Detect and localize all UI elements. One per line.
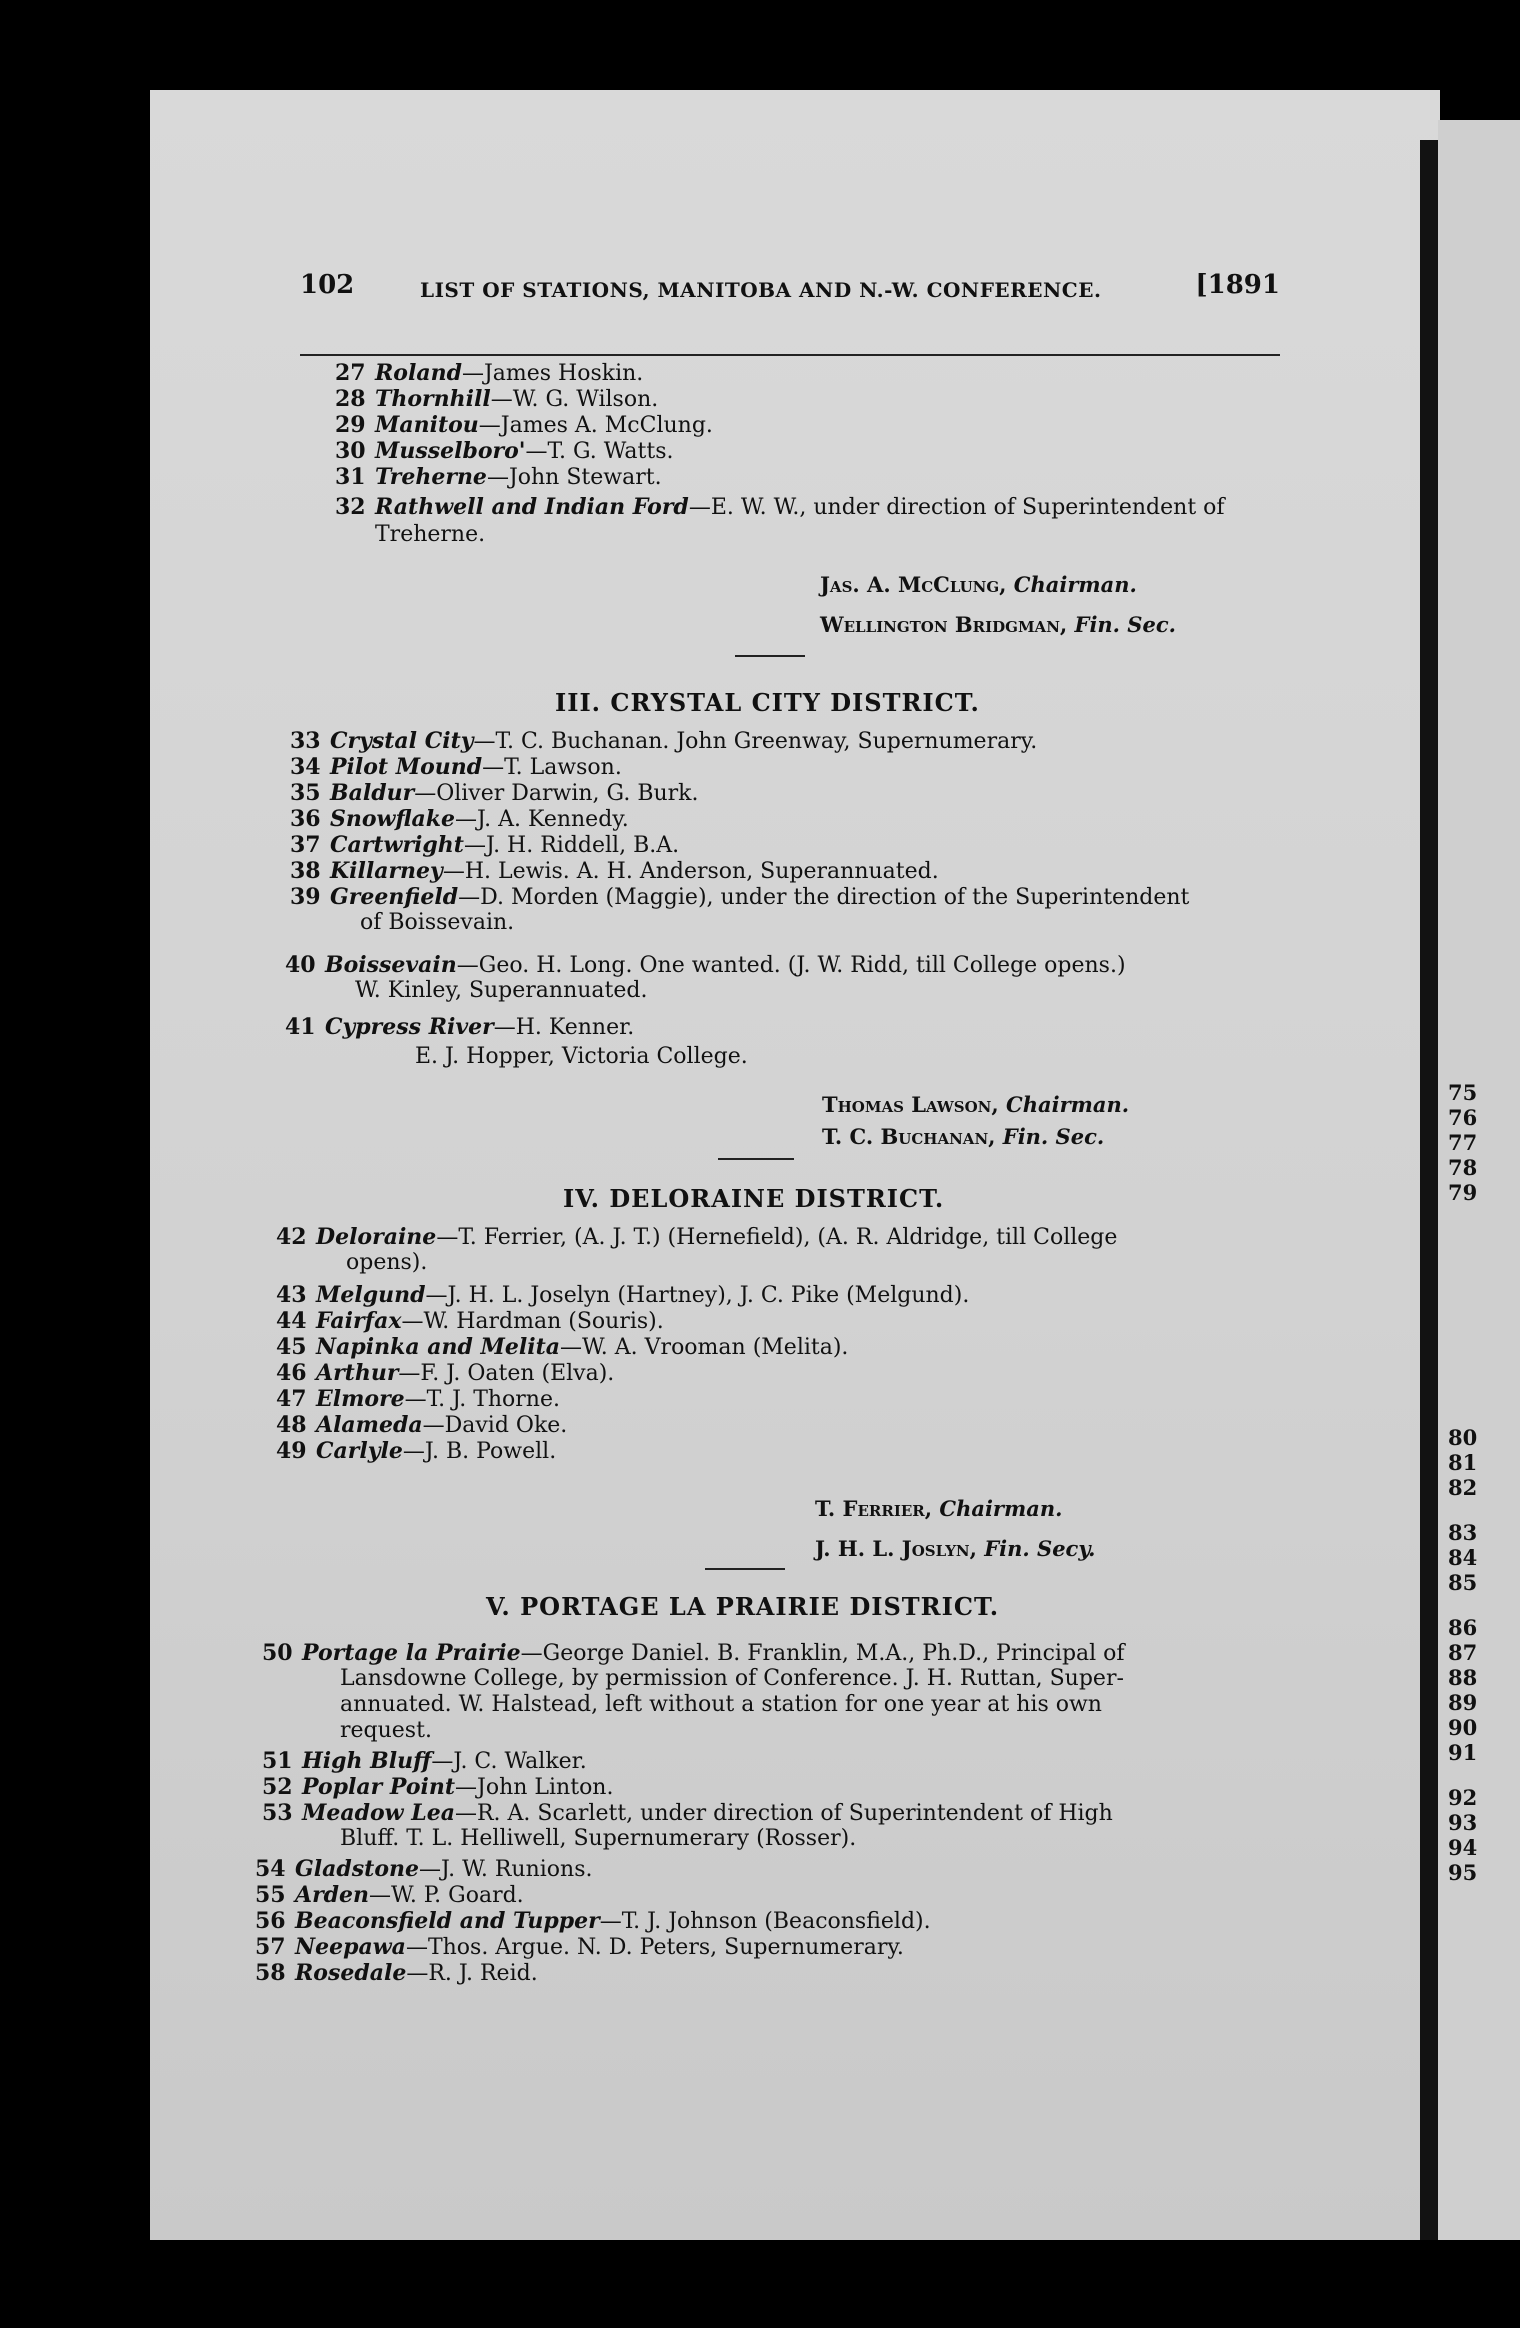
extra-appointment: E. J. Hopper, Victoria College. [415, 1044, 748, 1069]
station-entry: 50 Portage la Prairie—George Daniel. B. Franklin, M.A., Ph.D., Principal of [262, 1640, 1125, 1666]
station-entry: 54 Gladstone—J. W. Runions. [255, 1856, 593, 1882]
station-entry-continuation: opens). [346, 1250, 428, 1275]
district-chairman: Jas. A. McClung, Chairman. [820, 572, 1137, 597]
margin-number: 94 [1448, 1835, 1478, 1860]
station-entry: 58 Rosedale—R. J. Reid. [255, 1960, 538, 1986]
margin-number: 76 [1448, 1105, 1478, 1130]
station-entry: 38 Killarney—H. Lewis. A. H. Anderson, Superannuated. [290, 858, 939, 884]
station-entry: 27 Roland—James Hoskin. [335, 360, 644, 386]
station-entry-continuation: Treherne. [375, 522, 486, 547]
station-entry: 53 Meadow Lea—R. A. Scarlett, under direction of Superintendent of High [262, 1800, 1113, 1826]
margin-number: 93 [1448, 1810, 1478, 1835]
station-entry: 48 Alameda—David Oke. [276, 1412, 568, 1438]
station-entry: 41 Cypress River—H. Kenner. [285, 1014, 635, 1040]
district-secretary: T. C. Buchanan, Fin. Sec. [822, 1124, 1105, 1149]
station-entry: 33 Crystal City—T. C. Buchanan. John Greenway, Supernumerary. [290, 728, 1038, 754]
station-entry: 46 Arthur—F. J. Oaten (Elva). [276, 1360, 615, 1386]
margin-number: 95 [1448, 1860, 1478, 1885]
margin-number: 81 [1448, 1450, 1478, 1475]
section-rule [705, 1568, 785, 1570]
margin-number: 84 [1448, 1545, 1478, 1570]
margin-number: 92 [1448, 1785, 1478, 1810]
station-entry: 29 Manitou—James A. McClung. [335, 412, 713, 438]
station-entry: 56 Beaconsfield and Tupper—T. J. Johnson (Beaconsfield). [255, 1908, 931, 1934]
margin-number: 79 [1448, 1180, 1478, 1205]
district-chairman: T. Ferrier, Chairman. [815, 1496, 1063, 1521]
station-entry: 34 Pilot Mound—T. Lawson. [290, 754, 622, 780]
station-entry: 44 Fairfax—W. Hardman (Souris). [276, 1308, 664, 1334]
station-entry: 43 Melgund—J. H. L. Joselyn (Hartney), J. C. Pike (Melgund). [276, 1282, 970, 1308]
station-entry: 37 Cartwright—J. H. Riddell, B.A. [290, 832, 680, 858]
margin-number: 82 [1448, 1475, 1478, 1500]
margin-number: 80 [1448, 1425, 1478, 1450]
station-entry: 47 Elmore—T. J. Thorne. [276, 1386, 560, 1412]
margin-number: 91 [1448, 1740, 1478, 1765]
station-entry: 51 High Bluff—J. C. Walker. [262, 1748, 587, 1774]
district-chairman: Thomas Lawson, Chairman. [822, 1092, 1130, 1117]
station-entry: 57 Neepawa—Thos. Argue. N. D. Peters, Supernumerary. [255, 1934, 904, 1960]
station-entry: 39 Greenfield—D. Morden (Maggie), under the direction of the Superintendent [290, 884, 1190, 910]
header-title: LIST OF STATIONS, MANITOBA AND N.-W. CONFERENCE. [420, 278, 1102, 302]
station-entry: 28 Thornhill—W. G. Wilson. [335, 386, 659, 412]
margin-number: 83 [1448, 1520, 1478, 1545]
station-entry: 52 Poplar Point—John Linton. [262, 1774, 614, 1800]
margin-number: 87 [1448, 1640, 1478, 1665]
station-entry-continuation: of Boissevain. [360, 910, 515, 935]
station-entry-continuation: annuated. W. Halstead, left without a station for one year at his own [340, 1692, 1102, 1717]
station-entry: 40 Boissevain—Geo. H. Long. One wanted. (J. W. Ridd, till College opens.) [285, 952, 1126, 978]
station-entry: 31 Treherne—John Stewart. [335, 464, 662, 490]
district-heading: III. CRYSTAL CITY DISTRICT. [555, 688, 980, 717]
running-header [300, 270, 1280, 310]
station-entry-continuation: request. [340, 1718, 432, 1743]
station-entry: 49 Carlyle—J. B. Powell. [276, 1438, 557, 1464]
margin-number: 90 [1448, 1715, 1478, 1740]
margin-number: 89 [1448, 1690, 1478, 1715]
station-entry: 42 Deloraine—T. Ferrier, (A. J. T.) (Hernefield), (A. R. Aldridge, till College [276, 1224, 1118, 1250]
header-rule [300, 354, 1280, 356]
station-entry: 36 Snowflake—J. A. Kennedy. [290, 806, 629, 832]
station-entry-continuation: Lansdowne College, by permission of Conference. J. H. Ruttan, Super- [340, 1666, 1124, 1691]
page-number: 102 [300, 270, 355, 300]
district-secretary: Wellington Bridgman, Fin. Sec. [820, 612, 1176, 637]
station-entry: 35 Baldur—Oliver Darwin, G. Burk. [290, 780, 699, 806]
station-entry: 55 Arden—W. P. Goard. [255, 1882, 524, 1908]
margin-number: 78 [1448, 1155, 1478, 1180]
station-entry: 45 Napinka and Melita—W. A. Vrooman (Melita). [276, 1334, 849, 1360]
station-entry: 32 Rathwell and Indian Ford—E. W. W., under direction of Superintendent of [335, 494, 1225, 520]
margin-number: 85 [1448, 1570, 1478, 1595]
district-secretary: J. H. L. Joslyn, Fin. Secy. [815, 1536, 1096, 1561]
facing-page-edge [1438, 120, 1520, 2240]
district-heading: IV. DELORAINE DISTRICT. [563, 1184, 945, 1213]
margin-number: 86 [1448, 1615, 1478, 1640]
section-rule [735, 655, 805, 657]
margin-number: 75 [1448, 1080, 1478, 1105]
book-gutter [1420, 140, 1438, 2240]
district-heading: V. PORTAGE LA PRAIRIE DISTRICT. [486, 1592, 1000, 1621]
section-rule [718, 1158, 794, 1160]
station-entry: 30 Musselboro'—T. G. Watts. [335, 438, 674, 464]
margin-number: 88 [1448, 1665, 1478, 1690]
station-entry-continuation: Bluff. T. L. Helliwell, Supernumerary (Rosser). [340, 1826, 857, 1851]
header-year: [1891 [1195, 270, 1280, 300]
margin-number: 77 [1448, 1130, 1478, 1155]
station-entry-continuation: W. Kinley, Superannuated. [355, 978, 648, 1003]
